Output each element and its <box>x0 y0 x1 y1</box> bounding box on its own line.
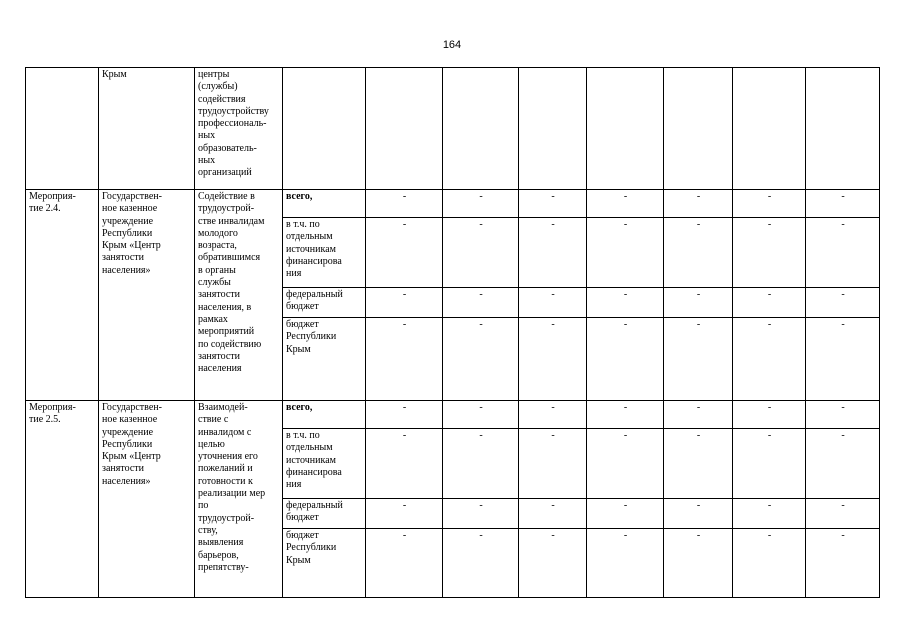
amount-cell: - <box>443 218 519 288</box>
amount-cell: - <box>733 218 806 288</box>
amount-cell: - <box>443 190 519 218</box>
amount-cell: - <box>587 218 664 288</box>
amount-cell: - <box>587 429 664 499</box>
amount-cell: - <box>587 401 664 429</box>
amount-cell: - <box>664 218 733 288</box>
amount-cell: - <box>587 529 664 598</box>
funding-source-cell: бюджет Республики Крым <box>283 318 366 401</box>
source-cell <box>283 68 366 190</box>
funding-source-cell: федеральный бюджет <box>283 499 366 529</box>
amount-cell: - <box>519 318 587 401</box>
amount-cell: - <box>366 190 443 218</box>
amount-cell: - <box>806 318 880 401</box>
funding-source-cell: в т.ч. по отдельным источникам финансирова ния <box>283 429 366 499</box>
amount-cell: - <box>806 288 880 318</box>
measure-number-cell: Мероприя- тие 2.4. <box>26 190 99 401</box>
amount-cell: - <box>664 318 733 401</box>
value-cell <box>806 68 880 190</box>
amount-cell: - <box>733 401 806 429</box>
amount-cell: - <box>733 499 806 529</box>
amount-cell: - <box>366 429 443 499</box>
amount-cell: - <box>733 318 806 401</box>
amount-cell: - <box>587 499 664 529</box>
amount-cell: - <box>664 401 733 429</box>
amount-cell: - <box>664 529 733 598</box>
amount-cell: - <box>366 401 443 429</box>
amount-cell: - <box>664 499 733 529</box>
amount-cell: - <box>664 190 733 218</box>
amount-cell: - <box>443 318 519 401</box>
amount-cell: - <box>806 401 880 429</box>
amount-cell: - <box>443 499 519 529</box>
amount-cell: - <box>519 218 587 288</box>
amount-cell: - <box>519 401 587 429</box>
amount-cell: - <box>366 318 443 401</box>
value-cell <box>366 68 443 190</box>
funding-source-cell: в т.ч. по отдельным источникам финансирова ния <box>283 218 366 288</box>
executor-cell: Государствен- ное казенное учреждение Республики Крым «Центр занятости населения» <box>99 401 195 598</box>
amount-cell: - <box>519 529 587 598</box>
amount-cell: - <box>806 218 880 288</box>
amount-cell: - <box>443 288 519 318</box>
amount-cell: - <box>664 288 733 318</box>
amount-cell: - <box>519 499 587 529</box>
value-cell <box>733 68 806 190</box>
funding-source-cell: бюджет Республики Крым <box>283 529 366 598</box>
amount-cell: - <box>366 499 443 529</box>
content-cell: Взаимодей- ствие с инвалидом с целью уточнения его пожеланий и готовности к реализации мер по трудоустрой- ству, выявления барьеров, препятству- <box>195 401 283 598</box>
value-cell <box>443 68 519 190</box>
amount-cell: - <box>587 318 664 401</box>
amount-cell: - <box>443 429 519 499</box>
content-cell: центры (службы) содействия трудоустройству профессиональ- ных образователь- ных организаций <box>195 68 283 190</box>
executor-cell: Государствен- ное казенное учреждение Республики Крым «Центр занятости населения» <box>99 190 195 401</box>
amount-cell: - <box>806 529 880 598</box>
amount-cell: - <box>366 529 443 598</box>
amount-cell: - <box>733 288 806 318</box>
measure-cell <box>26 68 99 190</box>
amount-cell: - <box>806 499 880 529</box>
amount-cell: - <box>587 288 664 318</box>
funding-row <box>26 401 880 429</box>
funding-source-cell: всего, <box>283 190 366 218</box>
program-measures-table <box>25 67 880 598</box>
value-cell <box>587 68 664 190</box>
amount-cell: - <box>519 190 587 218</box>
amount-cell: - <box>733 190 806 218</box>
amount-cell: - <box>519 429 587 499</box>
amount-cell: - <box>733 529 806 598</box>
measure-number-cell: Мероприя- тие 2.5. <box>26 401 99 598</box>
executor-cell: Крым <box>99 68 195 190</box>
content-cell: Содействие в трудоустрой- стве инвалидам молодого возраста, обратившимся в органы службы занятости населения, в рамках мероприятий по содействию занятости населения <box>195 190 283 401</box>
page-number: 164 <box>442 39 462 51</box>
amount-cell: - <box>519 288 587 318</box>
amount-cell: - <box>806 429 880 499</box>
value-cell <box>519 68 587 190</box>
value-cell <box>664 68 733 190</box>
amount-cell: - <box>806 190 880 218</box>
funding-row <box>26 190 880 218</box>
amount-cell: - <box>366 218 443 288</box>
amount-cell: - <box>733 429 806 499</box>
amount-cell: - <box>443 401 519 429</box>
funding-source-cell: федеральный бюджет <box>283 288 366 318</box>
amount-cell: - <box>443 529 519 598</box>
continuation-row <box>26 68 880 190</box>
amount-cell: - <box>587 190 664 218</box>
amount-cell: - <box>664 429 733 499</box>
funding-source-cell: всего, <box>283 401 366 429</box>
amount-cell: - <box>366 288 443 318</box>
